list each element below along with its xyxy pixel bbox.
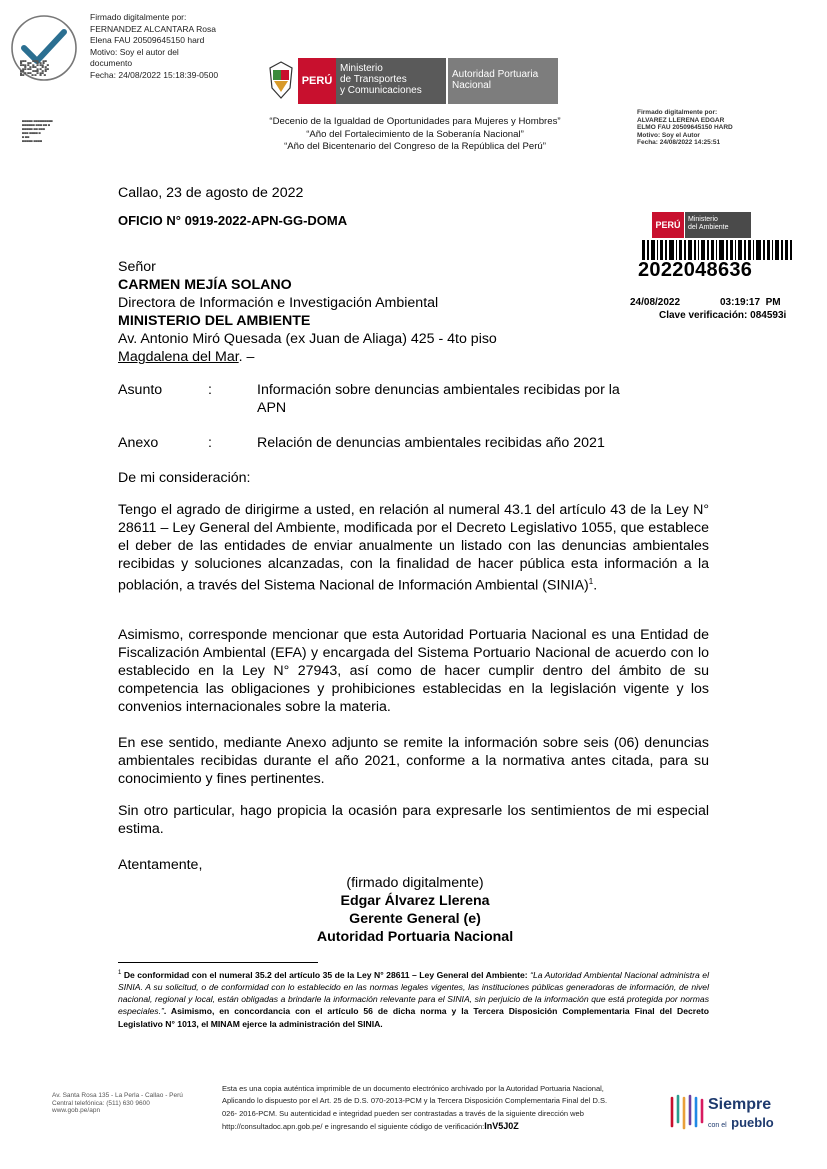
authority-line: Autoridad Portuaria xyxy=(452,69,539,80)
asunto-row xyxy=(118,381,678,417)
verification-line: 026- 2016-PCM. Su autenticidad e integridad pueden ser contrastadas a través de la siguiente dirección web xyxy=(222,1108,584,1118)
stamp-ministry-line: del Ambiente xyxy=(688,224,729,231)
signature-check-icon xyxy=(6,10,84,90)
place-date: Callao, 23 de agosto de 2022 xyxy=(118,185,304,201)
ministry-line: y Comunicaciones xyxy=(340,85,422,96)
peru-label: PERÚ xyxy=(298,58,336,104)
recipient-block xyxy=(118,258,497,366)
salutation: Señor xyxy=(118,259,156,275)
stamp-clave: Clave verificación: 084593i xyxy=(659,310,787,321)
footnote-divider xyxy=(118,962,318,963)
signed-note: (firmado digitalmente) xyxy=(346,875,484,891)
ministry-line: Ministerio xyxy=(340,63,383,74)
ministry-line: de Transportes xyxy=(340,74,407,85)
authority-name xyxy=(448,58,558,104)
paragraph-1-end: . xyxy=(593,577,598,594)
recipient-city-suffix: . – xyxy=(238,349,255,365)
asunto-text: APN xyxy=(257,400,287,416)
decree-block xyxy=(200,116,630,154)
reception-stamp xyxy=(630,210,820,326)
ministry-name xyxy=(336,58,446,104)
recipient-org: MINISTERIO DEL AMBIENTE xyxy=(118,313,311,329)
verification-code: InV5J0Z xyxy=(484,1120,519,1131)
stamp-ministry-line: Ministerio xyxy=(688,216,718,223)
brand-line1: Siempre xyxy=(708,1096,772,1113)
sig-right-line: Motivo: Soy el Autor xyxy=(637,131,700,139)
sig-right-line: Fecha: 24/08/2022 14:25:51 xyxy=(637,139,721,146)
signer-org: Autoridad Portuaria Nacional xyxy=(316,929,514,945)
brand-line2: pueblo xyxy=(731,1115,774,1130)
stamp-logo xyxy=(652,212,751,238)
sig-left-line: Firmado digitalmente por: xyxy=(90,12,187,22)
paragraph-4: Sin otro particular, hago propicia la ocasión para expresarle los sentimientos de mi especial estima. xyxy=(118,803,709,837)
sig-left-line: Fecha: 24/08/2022 15:18:39-0500 xyxy=(90,69,219,80)
stamp-ministry xyxy=(685,212,751,238)
paragraph-2: Asimismo, corresponde mencionar que esta Autoridad Portuaria Nacional es una Entidad de Fiscalización Ambiental (EFA) y encargada del Sistema Portuario Nacional de acuerdo con lo establecido en la Ley N° 27943, así como de hacer cumplir dentro del ámbito de su competencia las obligaciones y prohibiciones establecidas en la legislación vigente y los convenios internacionales sobre la materia. xyxy=(118,627,709,715)
sig-right-line: ELMO FAU 20509645150 HARD xyxy=(637,124,733,131)
stamp-number: 2022048636 xyxy=(638,259,753,281)
paragraph-1-text: Tengo el agrado de dirigirme a usted, en relación al numeral 43.1 del artículo 43 de la Ley N° 28611 – Ley General del Ambiente, modificada por el Decreto Legislativo 1055, que establece el deber de las entidades de enviar anualmente un listado con las denuncias ambientales recibidas y soluciones alcanzadas, con la finalidad de hacer pública esta información a la población, a través del Sistema Nacional de Información Ambiental (SINIA) xyxy=(118,502,709,594)
anexo-text: Relación de denuncias ambientales recibidas año 2021 xyxy=(257,435,605,451)
closing: Atentamente, xyxy=(118,857,203,873)
oficio-number: OFICIO N° 0919-2022-APN-GG-DOMA xyxy=(118,213,348,228)
signature-left xyxy=(6,10,246,90)
footnote xyxy=(118,967,709,1030)
recipient-city-line xyxy=(118,348,497,366)
signature-block xyxy=(250,874,580,946)
brand-line2-wrap xyxy=(708,1114,774,1132)
footer-address-line: Central telefónica: (511) 630 9600 xyxy=(52,1099,150,1107)
footer-address-line: www.gob.pe/apn xyxy=(52,1107,101,1115)
stamp-peru-label: PERÚ xyxy=(652,212,684,238)
verification-line-last xyxy=(222,1120,662,1133)
signer-name: Edgar Álvarez Llerena xyxy=(340,893,490,909)
footer-address xyxy=(52,1092,183,1115)
verification-line: http://consultadoc.apn.gob.pe/ e ingresando el siguiente código de verificación: xyxy=(222,1121,485,1131)
sig-left-line: Elena FAU 20509645150 hard xyxy=(90,35,205,45)
decree-line: “Año del Bicentenario del Congreso de la República del Perú” xyxy=(284,141,546,152)
brand-logo xyxy=(668,1090,788,1134)
sig-left-line: FERNANDEZ ALCANTARA Rosa xyxy=(90,23,216,34)
government-logo xyxy=(266,58,558,104)
asunto-text: Información sobre denuncias ambientales recibidas por la xyxy=(257,382,620,398)
footnote-mark: 1 xyxy=(118,970,122,976)
paragraph-3: En ese sentido, mediante Anexo adjunto se remite la información sobre seis (06) denuncias ambientales recibidas durante el año 2021, conforme a la normativa antes citada, para su conocimiento y fines pertinentes. xyxy=(118,735,709,787)
footnote-intro: De conformidad con el numeral 35.2 del artículo 35 de la Ley N° 28611 – Ley General del Ambiente: xyxy=(123,969,528,980)
sig-right-line: ALVAREZ LLERENA EDGAR xyxy=(637,116,725,124)
anexo-row xyxy=(118,434,678,452)
anexo-label: Anexo xyxy=(118,435,159,451)
stamp-date: 24/08/2022 xyxy=(630,297,681,308)
verification-line: Esta es una copia auténtica imprimible de un documento electrónico archivado por la Autoridad Portuaria Nacional, xyxy=(222,1084,604,1093)
anexo-colon: : xyxy=(208,435,212,451)
recipient-position: Directora de Información e Investigación Ambiental xyxy=(118,295,439,311)
coat-of-arms-icon xyxy=(266,58,296,104)
signature-right xyxy=(637,109,733,147)
asunto-label: Asunto xyxy=(118,382,163,398)
decree-line: “Decenio de la Igualdad de Oportunidades para Mujeres y Hombres” xyxy=(269,116,561,127)
footnote-quote: “La Autoridad Ambiental Nacional administra el SINIA. A su solicitud, o de conformidad con lo establecido en las normas legales vigentes, las instituciones públicas generadoras de información, de nivel nacional, regional y local, están obligadas a brindarle la información relevante para el SINIA, sin perjuicio de la información que está protegida por normas especiales.” xyxy=(118,969,709,1017)
signature-left-qr-text: █▀▀ ▄▄ ▀▀█ ▄ █▀ ▀▀█ ▀▄ █▄▀ ▀█ ▄▀ ▄█▀ ▀▀ ▄▄█ ▀▄ █▀ █▄▀ ▀▀▄ ▄▀ █▀▄ xyxy=(20,60,49,76)
barcode-icon xyxy=(642,240,792,260)
sig-left-line: Motivo: Soy el autor del xyxy=(90,46,179,57)
authority-line: Nacional xyxy=(452,80,491,91)
footer-verification xyxy=(222,1083,662,1133)
stamp-time: 03:19:17 PM xyxy=(720,297,781,308)
signer-title: Gerente General (e) xyxy=(349,911,481,927)
recipient-name: CARMEN MEJÍA SOLANO xyxy=(118,277,292,293)
signature-left-small-marks: ▀▀▀▀▀ ▀▀▀▀▀▀▀▀▀ ▀▀▀▀▀▀ ▀▀▀ ▀▀ ▀ ▀▀▀▀▀ ▀▀ ▀▀▀ ▀▀▀ ▀▀▀▀ ▀ ▀ ▀▀ ▀▀▀▀▀ ▀▀▀▀ xyxy=(22,120,53,144)
asunto-colon: : xyxy=(208,382,212,398)
paragraph-1 xyxy=(118,501,709,595)
sig-left-line: documento xyxy=(90,58,133,68)
people-icon xyxy=(668,1092,704,1132)
decree-line: “Año del Fortalecimiento de la Soberanía Nacional” xyxy=(306,128,524,140)
greeting: De mi consideración: xyxy=(118,470,251,486)
recipient-address: Av. Antonio Miró Quesada (ex Juan de Aliaga) 425 - 4to piso xyxy=(118,331,497,347)
footer-address-line: Av. Santa Rosa 135 - La Perla - Callao - Perú xyxy=(52,1092,183,1099)
footnote-end: . Asimismo, en concordancia con el artículo 56 de dicha norma y la Tercera Disposición Complementaria Final del Decreto Legislativo N° 1013, el MINAM ejerce la administración del SINIA. xyxy=(118,1006,709,1029)
verification-line: Aplicando lo dispuesto por el Art. 25 de D.S. 070-2013-PCM y la Tercera Disposición Complementaria Final del D.S. xyxy=(222,1096,608,1106)
recipient-city: Magdalena del Mar xyxy=(118,349,239,365)
sig-right-line: Firmado digitalmente por: xyxy=(637,109,718,116)
brand-line2-small: con el xyxy=(708,1122,727,1129)
footnote-ref: 1 xyxy=(588,577,594,586)
